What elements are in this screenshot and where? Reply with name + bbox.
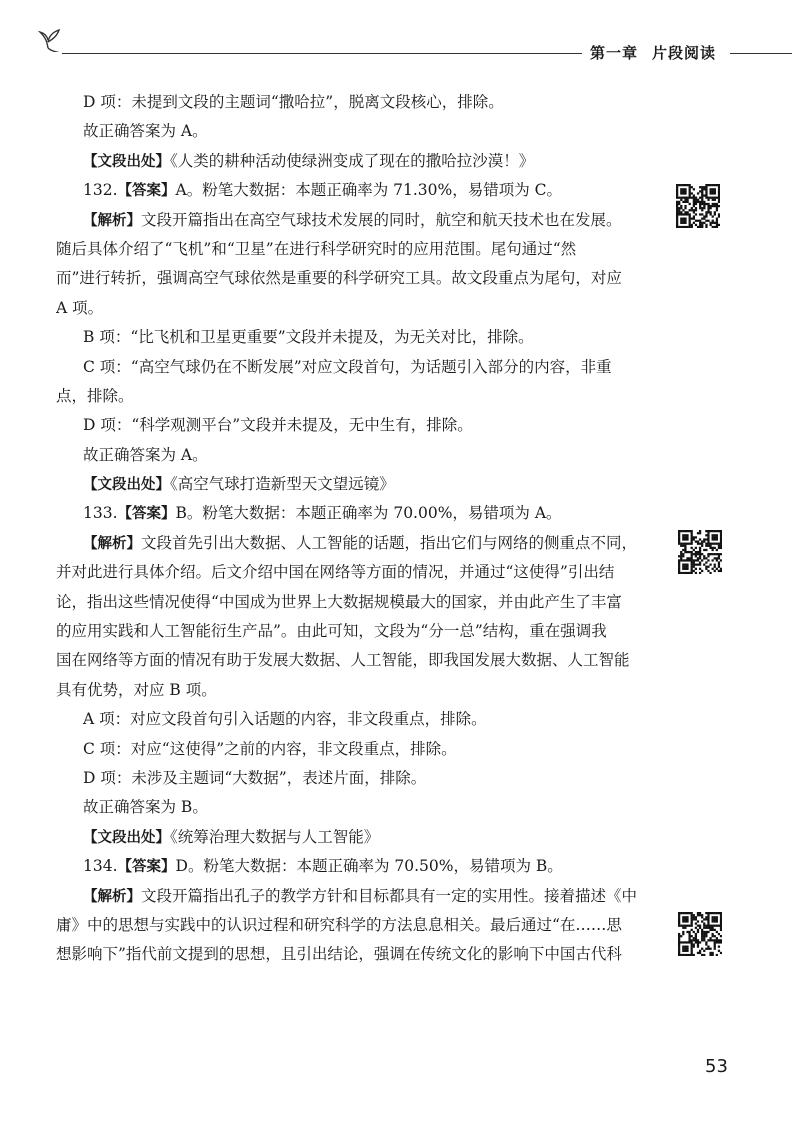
qr-code-icon[interactable] xyxy=(676,184,720,228)
question-number: 132. xyxy=(83,181,118,200)
line-text: 随后具体介绍了“飞机”和“卫星”在进行科学研究时的应用范围。尾句通过“然 xyxy=(56,239,577,258)
line-text: 《高空气球打造新型天文望远镜》 xyxy=(170,475,395,494)
text-line xyxy=(56,441,656,470)
line-text: 文段开篇指出孔子的教学方针和目标都具有一定的实用性。接着描述《中 xyxy=(141,886,638,905)
line-text: 并对此进行具体介绍。后文介绍中国在网络等方面的情况，并通过“这使得”引出结 xyxy=(56,563,615,582)
text-line xyxy=(56,499,656,528)
line-text: 具有优势，对应 B 项。 xyxy=(56,680,217,699)
text-line xyxy=(56,764,656,793)
line-text: A 项。 xyxy=(56,298,104,317)
line-text: 国在网络等方面的情况有助于发展大数据、人工智能，即我国发展大数据、人工智能 xyxy=(56,651,630,670)
line-text: B 项：“比飞机和卫星更重要”文段并未提及，为无关对比，排除。 xyxy=(83,328,534,347)
text-line xyxy=(56,235,656,264)
text-line xyxy=(56,793,656,822)
text-line xyxy=(56,911,656,940)
line-text: 故正确答案为 A。 xyxy=(83,122,208,141)
header-rule-left xyxy=(62,53,582,54)
chapter-title xyxy=(590,42,730,63)
text-line xyxy=(56,676,656,705)
section-tag: 【解析】 xyxy=(83,888,141,905)
line-text: 庸》中的思想与实践中的认识过程和研究科学的方法息息相关。最后通过“在……思 xyxy=(56,915,622,934)
section-tag: 【解析】 xyxy=(83,212,141,229)
leaf-icon xyxy=(34,24,62,52)
question-number: 134. xyxy=(83,857,118,876)
text-line xyxy=(56,470,656,499)
section-tag: 【文段出处】 xyxy=(83,477,170,494)
line-text: C 项：对应“这使得”之前的内容，非文段重点，排除。 xyxy=(83,739,457,758)
question-number: 133. xyxy=(83,504,118,523)
text-line xyxy=(56,735,656,764)
text-line xyxy=(56,382,656,411)
qr-code-icon[interactable] xyxy=(678,530,722,574)
text-line xyxy=(56,117,656,146)
line-text: A。粉笔大数据：本题正确率为 71.30%，易错项为 C。 xyxy=(175,181,563,200)
line-text: 文段开篇指出在高空气球技术发展的同时，航空和航天技术也在发展。 xyxy=(141,210,622,229)
line-text: D 项：“科学观测平台”文段并未提及，无中生有，排除。 xyxy=(83,416,473,435)
line-text: 故正确答案为 A。 xyxy=(83,445,208,464)
section-tag: 【解析】 xyxy=(83,535,141,552)
text-line xyxy=(56,206,656,235)
line-text: 的应用实践和人工智能衍生产品”。由此可知，文段为“分一总”结构，重在强调我 xyxy=(56,622,607,641)
text-line xyxy=(56,646,656,675)
line-text: A 项：对应文段首句引入话题的内容，非文段重点，排除。 xyxy=(83,710,487,729)
text-line xyxy=(56,176,656,205)
qr-code-icon[interactable] xyxy=(678,912,722,956)
line-text: D 项：未提到文段的主题词“撒哈拉”，脱离文段核心，排除。 xyxy=(83,93,504,111)
line-text: 论，指出这些情况使得“中国成为世界上大数据规模最大的国家，并由此产生了丰富 xyxy=(56,592,622,611)
line-text: 《统筹治理大数据与人工智能》 xyxy=(170,827,380,846)
body-text xyxy=(56,88,656,970)
text-line xyxy=(56,705,656,734)
text-line xyxy=(56,529,656,558)
line-text: 《人类的耕种活动使绿洲变成了现在的撒哈拉沙漠！》 xyxy=(170,151,535,170)
section-label: 片段阅读 xyxy=(652,44,717,62)
text-line xyxy=(56,588,656,617)
chapter-label: 第一章 xyxy=(590,44,639,62)
line-text: 点，排除。 xyxy=(56,386,134,405)
line-text: D 项：未涉及主题词“大数据”，表述片面，排除。 xyxy=(83,768,427,787)
line-text: 想影响下”指代前文提到的思想，且引出结论，强调在传统文化的影响下中国古代科 xyxy=(56,945,622,964)
header-rule-right xyxy=(730,53,792,54)
text-line xyxy=(56,617,656,646)
section-tag: 【答案】 xyxy=(117,506,176,523)
section-tag: 【答案】 xyxy=(117,183,176,200)
section-tag: 【文段出处】 xyxy=(83,153,170,170)
line-text: 文段首先引出大数据、人工智能的话题，指出它们与网络的侧重点不同， xyxy=(141,533,638,552)
section-tag: 【文段出处】 xyxy=(83,829,170,846)
text-line xyxy=(56,823,656,852)
text-line xyxy=(56,940,656,969)
text-line xyxy=(56,88,656,117)
line-text: 故正确答案为 B。 xyxy=(83,798,208,817)
text-line xyxy=(56,882,656,911)
page-number: 53 xyxy=(705,1056,728,1077)
line-text: C 项：“高空气球仍在不断发展”对应文段首句，为话题引入部分的内容，非重 xyxy=(83,357,612,376)
text-line xyxy=(56,147,656,176)
section-tag: 【答案】 xyxy=(117,859,176,876)
text-line xyxy=(56,323,656,352)
line-text: D。粉笔大数据：本题正确率为 70.50%，易错项为 B。 xyxy=(175,857,563,876)
text-line xyxy=(56,411,656,440)
page-header xyxy=(0,0,800,70)
text-line xyxy=(56,353,656,382)
line-text: 而”进行转折，强调高空气球依然是重要的科学研究工具。故文段重点为尾句，对应 xyxy=(56,269,622,288)
text-line xyxy=(56,558,656,587)
text-line xyxy=(56,264,656,293)
line-text: B。粉笔大数据：本题正确率为 70.00%，易错项为 A。 xyxy=(175,504,562,523)
text-line xyxy=(56,294,656,323)
text-line xyxy=(56,852,656,881)
